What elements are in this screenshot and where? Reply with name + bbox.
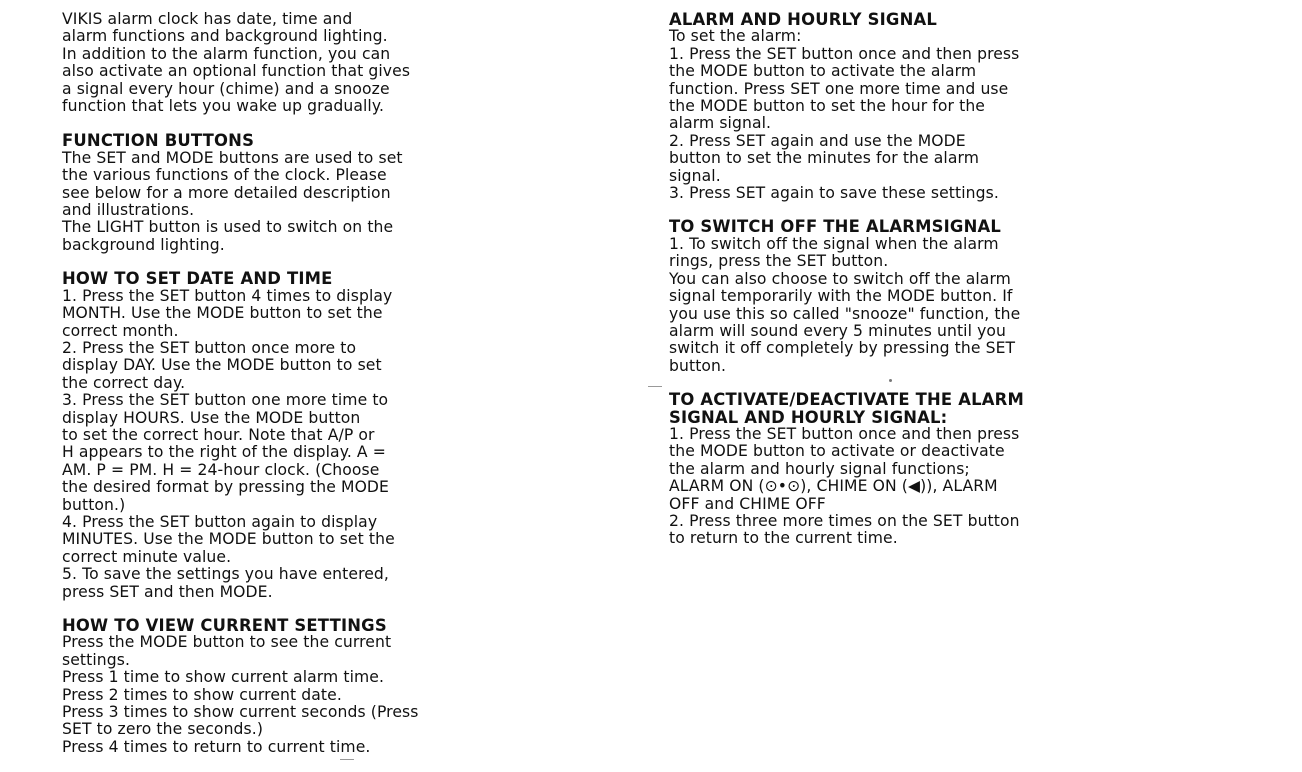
activate-deactivate-line: ALARM ON (⊙•⊙), CHIME ON (◀)), ALARM [669,477,998,496]
view-settings-heading: HOW TO VIEW CURRENT SETTINGS [62,616,387,635]
switch-off-line: You can also choose to switch off the alarm [669,269,1011,288]
alarm-hourly-line: button to set the minutes for the alarm [669,149,980,168]
alarm-hourly-line: alarm signal. [669,114,772,133]
switch-off-line: button. [669,356,727,375]
function-buttons-line: see below for a more detailed description [62,183,391,202]
intro-section [62,11,642,115]
activate-deactivate-line: OFF and CHIME OFF [669,494,826,513]
view-settings-line: Press 1 time to show current alarm time. [62,668,385,687]
alarm-hourly-heading: ALARM AND HOURLY SIGNAL [669,10,938,29]
intro-line: VIKIS alarm clock has date, time and [62,10,353,28]
function-buttons-line: the various functions of the clock. Please [62,166,387,185]
activate-deactivate-line: the MODE button to activate or deactivate [669,442,1005,461]
set-date-time-line: display DAY. Use the MODE button to set [62,356,382,375]
set-date-time-line: 2. Press the SET button once more to [62,338,357,357]
scan-mark [648,386,662,387]
scan-mark [340,759,354,760]
view-settings-line: Press 2 times to show current date. [62,685,342,704]
function-buttons-heading: FUNCTION BUTTONS [62,131,255,151]
set-date-time-line: 1. Press the SET button 4 times to display [62,286,393,305]
scan-speck [889,379,892,382]
function-buttons-line: and illustrations. [62,201,195,220]
view-settings-line: Press 4 times to return to current time. [62,737,371,756]
activate-deactivate-line: 2. Press three more times on the SET button [669,511,1020,530]
switch-off-line: alarm will sound every 5 minutes until you [669,321,1007,340]
alarm-hourly-line: the MODE button to activate the alarm [669,62,977,81]
view-settings-line: Press 3 times to show current seconds (Press [62,703,419,722]
set-date-time-line: MINUTES. Use the MODE button to set the [62,530,395,549]
intro-line: In addition to the alarm function, you can [62,44,391,63]
set-date-time-line: correct minute value. [62,547,232,566]
set-date-time-line: button.) [62,495,126,514]
alarm-hourly-line: the MODE button to set the hour for the [669,97,985,116]
alarm-hourly-section [669,11,1249,202]
view-settings-line: Press the MODE button to see the current [62,633,392,652]
intro-line: also activate an optional function that gives [62,62,411,81]
activate-deactivate-line: the alarm and hourly signal functions; [669,459,970,478]
intro-line: function that lets you wake up gradually. [62,97,385,116]
switch-off-section [669,218,1249,375]
set-date-time-line: AM. P = PM. H = 24-hour clock. (Choose [62,460,380,479]
activate-deactivate-heading: TO ACTIVATE/DEACTIVATE THE ALARM [669,390,1024,410]
right-column [669,11,1249,564]
set-date-time-section [62,270,642,601]
view-settings-line: SET to zero the seconds.) [62,720,264,739]
activate-deactivate-section [669,391,1249,548]
switch-off-line: 1. To switch off the signal when the alarm [669,234,999,253]
view-settings-section [62,617,642,756]
alarm-hourly-line: 1. Press the SET button once and then press [669,44,1020,63]
switch-off-line: you use this so called "snooze" function, the [669,304,1021,323]
set-date-time-line: H appears to the right of the display. A = [62,443,386,462]
set-date-time-line: press SET and then MODE. [62,582,273,601]
left-column [62,11,642,772]
alarm-hourly-line: To set the alarm: [669,27,802,46]
alarm-hourly-line: function. Press SET one more time and use [669,79,1009,98]
switch-off-heading: TO SWITCH OFF THE ALARMSIGNAL [669,217,1002,237]
set-date-time-line: MONTH. Use the MODE button to set the [62,304,383,323]
activate-deactivate-line: 1. Press the SET button once and then press [669,424,1020,443]
alarm-hourly-line: 2. Press SET again and use the MODE [669,131,966,150]
alarm-hourly-line: signal. [669,166,721,185]
switch-off-line: signal temporarily with the MODE button. If [669,287,1013,306]
switch-off-line: switch it off completely by pressing the SET [669,339,1016,358]
view-settings-line: settings. [62,650,131,669]
function-buttons-line: background lighting. [62,235,225,254]
intro-line: a signal every hour (chime) and a snooze [62,79,390,98]
set-date-time-line: the desired format by pressing the MODE [62,478,389,497]
set-date-time-line: the correct day. [62,373,186,392]
switch-off-line: rings, press the SET button. [669,252,889,271]
alarm-hourly-line: 3. Press SET again to save these settings. [669,184,999,203]
activate-deactivate-heading: SIGNAL AND HOURLY SIGNAL: [669,407,948,427]
activate-deactivate-line: to return to the current time. [669,529,898,548]
set-date-time-line: correct month. [62,321,179,340]
set-date-time-line: display HOURS. Use the MODE button [62,408,361,427]
function-buttons-line: The LIGHT button is used to switch on the [62,218,394,237]
set-date-time-line: to set the correct hour. Note that A/P or [62,425,375,444]
set-date-time-heading: HOW TO SET DATE AND TIME [62,269,333,289]
set-date-time-line: 4. Press the SET button again to display [62,512,378,531]
set-date-time-line: 5. To save the settings you have entered, [62,565,389,584]
function-buttons-section [62,132,642,254]
set-date-time-line: 3. Press the SET button one more time to [62,391,389,410]
intro-line: alarm functions and background lighting. [62,27,388,46]
function-buttons-line: The SET and MODE buttons are used to set [62,148,403,167]
